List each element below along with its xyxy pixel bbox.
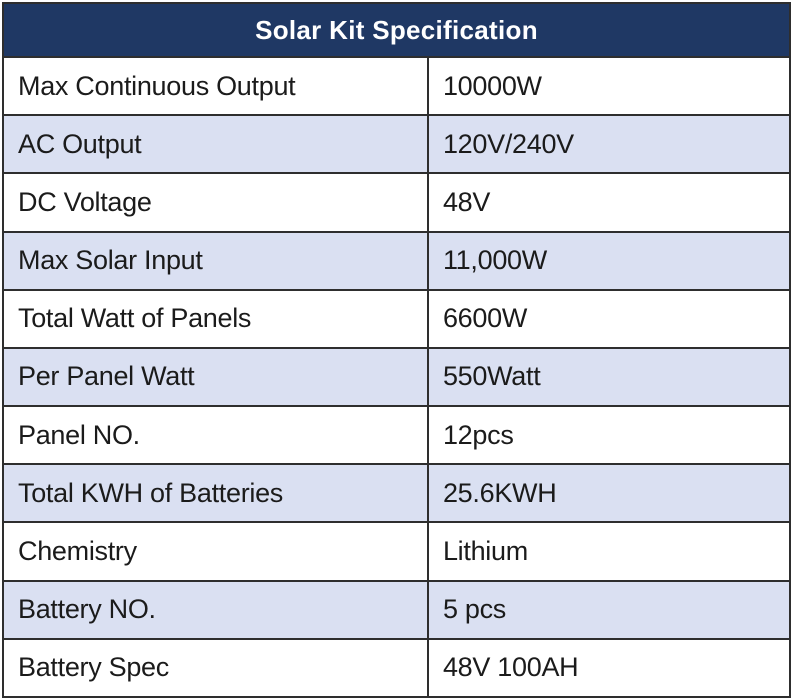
spec-value: 12pcs xyxy=(428,406,790,464)
table-row xyxy=(3,406,790,464)
spec-label: Max Solar Input xyxy=(3,232,428,290)
spec-value: 25.6KWH xyxy=(428,464,790,522)
spec-label: Battery Spec xyxy=(3,639,428,697)
table-row xyxy=(3,115,790,173)
table-row xyxy=(3,290,790,348)
table-row xyxy=(3,232,790,290)
spec-value: 5 pcs xyxy=(428,581,790,639)
spec-label: Total KWH of Batteries xyxy=(3,464,428,522)
spec-value: Lithium xyxy=(428,522,790,580)
spec-value: 10000W xyxy=(428,57,790,115)
spec-label: AC Output xyxy=(3,115,428,173)
table-row xyxy=(3,581,790,639)
table-title: Solar Kit Specification xyxy=(3,3,790,57)
table-row xyxy=(3,522,790,580)
spec-label: Total Watt of Panels xyxy=(3,290,428,348)
table-row xyxy=(3,57,790,115)
spec-label: Max Continuous Output xyxy=(3,57,428,115)
spec-label: Battery NO. xyxy=(3,581,428,639)
spec-value: 6600W xyxy=(428,290,790,348)
spec-value: 48V 100AH xyxy=(428,639,790,697)
spec-value: 120V/240V xyxy=(428,115,790,173)
table-row xyxy=(3,464,790,522)
spec-label: Per Panel Watt xyxy=(3,348,428,406)
spec-value: 48V xyxy=(428,173,790,231)
spec-rows xyxy=(3,57,790,697)
table-row xyxy=(3,173,790,231)
spec-label: DC Voltage xyxy=(3,173,428,231)
table-row xyxy=(3,348,790,406)
spec-table xyxy=(2,2,791,698)
table-row xyxy=(3,639,790,697)
spec-label: Chemistry xyxy=(3,522,428,580)
spec-label: Panel NO. xyxy=(3,406,428,464)
spec-value: 550Watt xyxy=(428,348,790,406)
spec-value: 11,000W xyxy=(428,232,790,290)
table-header-row xyxy=(3,3,790,57)
